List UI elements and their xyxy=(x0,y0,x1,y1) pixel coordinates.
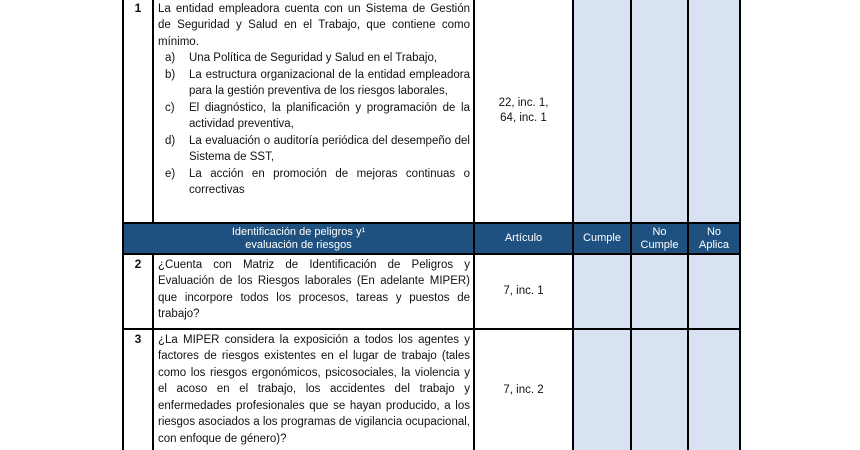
answer-cell-cumple xyxy=(573,0,631,223)
answer-cell-cumple xyxy=(573,254,631,329)
list-item-marker: a) xyxy=(165,52,176,65)
article-reference-line: 22, inc. 1, xyxy=(498,96,549,109)
row-question-text: ¿La MIPER considera la exposición a todos los agentes y factores de riesgos existentes en el lugar de trabajo (tales como los riesgos ergonómicos, psicosociales, la violencia y el acoso en el trabajo, los accidentes del trabajo y enfermedades profesionales que se hayan producido, a los riesgos asociados a los programas de vigilancia ocupacional, con enfoque de género)? xyxy=(153,329,474,450)
answer-cell-no-aplica xyxy=(688,0,740,223)
list-item-marker: c) xyxy=(165,101,175,114)
section-header-row xyxy=(123,223,740,254)
list-item xyxy=(158,67,470,100)
list-item-text: La acción en promoción de mejoras continuas o correctivas xyxy=(189,167,470,196)
question-intro: La entidad empleadora cuenta con un Sistema de Gestión de Seguridad y Salud en el Trabajo, que contiene como mínimo. xyxy=(158,3,470,48)
sst-compliance-checklist-table xyxy=(122,0,741,450)
list-item-text: La evaluación o auditoría periódica del desempeño del Sistema de SST, xyxy=(189,134,470,164)
row-number: 2 xyxy=(123,254,153,329)
section-title-line1: Identificación de peligros y¹ xyxy=(231,225,366,238)
answer-cell-no-aplica xyxy=(688,254,740,329)
column-header-cumple: Cumple xyxy=(573,223,631,254)
row-number: 1 xyxy=(123,0,153,223)
article-reference-cell: 7, inc. 2 xyxy=(474,329,573,450)
table-row xyxy=(123,254,740,329)
column-header-no-cumple: No Cumple xyxy=(631,223,688,254)
list-item-text: Una Política de Seguridad y Salud en el Trabajo, xyxy=(189,52,438,65)
list-item-marker: e) xyxy=(165,167,176,180)
row-number: 3 xyxy=(123,329,153,450)
list-item-marker: d) xyxy=(165,134,176,147)
answer-cell-cumple xyxy=(573,329,631,450)
row-question-text: ¿Cuenta con Matriz de Identificación de Peligros y Evaluación de los Riesgos laborales (En adelante MIPER) que incorpore todos los procesos, tareas y puestos de trabajo? xyxy=(153,254,474,329)
answer-cell-no-cumple xyxy=(631,0,688,223)
article-reference-cell xyxy=(474,0,573,223)
answer-cell-no-cumple xyxy=(631,329,688,450)
list-item xyxy=(158,50,470,66)
article-reference-line: 64, inc. 1 xyxy=(500,111,547,124)
list-item-marker: b) xyxy=(165,68,176,81)
list-item-text: La estructura organizacional de la entidad empleadora para la gestión preventiva de los riesgos laborales, xyxy=(189,68,470,98)
table-row xyxy=(123,329,740,450)
section-title xyxy=(123,223,474,254)
table-row xyxy=(123,0,740,223)
column-header-articulo: Artículo xyxy=(474,223,573,254)
article-reference-cell: 7, inc. 1 xyxy=(474,254,573,329)
list-item xyxy=(158,100,470,133)
list-item-text: El diagnóstico, la planificación y programación de la actividad preventiva, xyxy=(189,101,470,131)
list-item xyxy=(158,133,470,166)
row-question-text xyxy=(153,0,474,223)
column-header-no-aplica: No Aplica xyxy=(688,223,740,254)
list-item xyxy=(158,166,470,199)
section-title-line2: evaluación de riesgos xyxy=(245,238,352,251)
answer-cell-no-cumple xyxy=(631,254,688,329)
answer-cell-no-aplica xyxy=(688,329,740,450)
